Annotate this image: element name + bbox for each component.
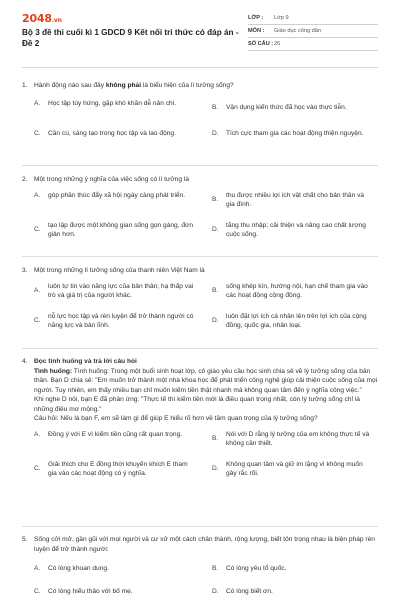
situation-body: Tình huống: Trong một buổi sinh hoạt lớp, cô giáo yêu cầu học sinh chia sẻ về lý tưởng sống của bản thân. Bạn D chia sẻ: "Em muốn trở thành một nhà khoa học để phát triển công nghệ giúp cải thiện cuộc sống của mọi người. Tuy nhiên, em thấy nhiều bạn chỉ muốn kiếm tiền thật nhanh mà không quan tâm đến ý nghĩa công việc."	[34, 367, 378, 394]
option-b[interactable]	[212, 103, 372, 112]
situation-line-2: Khi nghe D nói, bạn E đã phản ứng: "Thực tế thì kiếm tiền mới là điều quan trọng nhất, còn lý tưởng sống chỉ là những điều mơ mộng."	[34, 396, 360, 413]
question-text	[34, 81, 378, 91]
situation-question: Câu hỏi: Nếu là bạn F, em sẽ làm gì để giúp E hiểu rõ hơn về tầm quan trọng của lý tưởng sống?	[34, 415, 318, 422]
question-stem	[22, 266, 378, 276]
option-text: Học tập tùy hứng, gặp khó khăn dễ nản chí.	[48, 99, 177, 107]
option-letter: D.	[212, 226, 219, 234]
option-c[interactable]	[34, 129, 194, 138]
option-b[interactable]	[212, 430, 372, 448]
options	[34, 276, 378, 340]
meta-row-class	[248, 12, 378, 25]
question-divider	[22, 526, 378, 527]
question-divider	[22, 348, 378, 349]
option-b[interactable]	[212, 282, 372, 300]
option-letter: C.	[34, 465, 41, 473]
option-text: Nói với D rằng lý tưởng của em không thực tế và không cần thiết.	[226, 430, 370, 447]
option-letter: C.	[34, 588, 41, 595]
question-stem	[22, 357, 378, 367]
option-c[interactable]	[34, 460, 194, 478]
question-heading: Đọc tình huống và trả lời câu hỏi	[34, 358, 137, 365]
question-4	[22, 357, 378, 488]
options	[34, 554, 378, 600]
option-letter: D.	[212, 129, 219, 137]
header-divider	[22, 67, 378, 68]
meta-key: SỐ CÂU :	[248, 41, 274, 47]
site-logo[interactable]	[22, 12, 62, 25]
options	[34, 91, 378, 155]
question-text: Một trong những ý nghĩa của việc sống có lí tưởng là	[34, 176, 190, 183]
option-a[interactable]	[34, 191, 194, 200]
option-letter: A.	[34, 191, 41, 199]
option-text: nỗ lực học tập và rèn luyện để trở thành người có năng lực và bản lĩnh.	[48, 312, 194, 329]
option-a[interactable]	[34, 282, 194, 300]
option-d[interactable]	[212, 129, 372, 138]
option-a[interactable]	[34, 99, 194, 108]
meta-row-subject	[248, 25, 378, 38]
option-d[interactable]	[212, 221, 372, 239]
option-text: Giải thích cho E đồng thời khuyến khích E tham gia vào các hoạt động có ý nghĩa.	[48, 460, 188, 477]
option-text: thu được nhiều lợi ích vật chất cho bản thân và gia đình.	[226, 191, 365, 208]
option-letter: D.	[212, 317, 219, 325]
option-c[interactable]	[34, 221, 194, 239]
situation-text	[34, 367, 378, 396]
option-text: Tích cực tham gia các hoạt động thiện nguyện.	[226, 129, 364, 137]
option-d[interactable]	[212, 587, 372, 596]
option-a[interactable]	[34, 430, 194, 439]
option-letter: D.	[212, 588, 219, 595]
option-text: luôn đặt lợi ích cá nhân lên trên lợi ích của cộng đồng, quốc gia, nhân loại.	[226, 312, 367, 329]
option-b[interactable]	[212, 564, 372, 573]
meta-row-count	[248, 38, 378, 51]
option-letter: B.	[212, 196, 219, 204]
option-text: Có lòng khoan dung.	[48, 565, 109, 572]
document-header	[22, 10, 378, 64]
option-text: Không quan tâm và giữ im lặng vì không muốn gây rắc rối.	[226, 460, 363, 477]
option-a[interactable]	[34, 564, 194, 573]
option-letter: B.	[212, 435, 219, 443]
option-letter: B.	[212, 287, 219, 295]
question-text: Một trong những lí tưởng sống của thanh niên Việt Nam là	[34, 267, 205, 274]
option-text: Vận dụng kiến thức đã học vào thực tiễn.	[226, 103, 347, 111]
question-2	[22, 175, 378, 249]
option-letter: D.	[212, 465, 219, 473]
option-text: Có lòng hiếu thảo với bố mẹ.	[48, 588, 133, 595]
option-b[interactable]	[212, 191, 372, 209]
option-letter: C.	[34, 129, 41, 137]
option-text: tăng thu nhập; cải thiện và nâng cao chất lượng cuộc sống.	[226, 221, 366, 238]
option-text: sống khép kín, hướng nội, hạn chế tham gia vào các hoạt động cộng đồng.	[226, 282, 368, 299]
question-number: 5.	[22, 536, 28, 543]
question-3	[22, 266, 378, 340]
option-text: Có lòng biết ơn.	[226, 588, 273, 595]
question-number: 1.	[22, 82, 28, 89]
option-letter: B.	[212, 565, 219, 572]
option-text: luôn tự tin vào năng lực của bản thân; hạ thấp vai trò và giá trị của người khác.	[48, 282, 194, 299]
question-text-part: Hành động nào sau đây	[34, 82, 106, 89]
option-letter: A.	[34, 565, 41, 572]
option-letter: C.	[34, 226, 41, 234]
question-stem	[22, 175, 378, 185]
option-letter: A.	[34, 287, 41, 295]
options	[34, 185, 378, 249]
question-text-bold: không phải	[105, 82, 142, 89]
question-divider	[22, 256, 378, 257]
situation-label: Tình huống:	[34, 367, 73, 375]
question-number: 4.	[22, 358, 28, 365]
option-d[interactable]	[212, 312, 372, 330]
meta-value: Lớp 9	[274, 15, 289, 21]
question-text-part: là biểu hiện của lí tưởng sống?	[141, 82, 234, 89]
option-c[interactable]	[34, 587, 194, 596]
question-number: 3.	[22, 267, 28, 274]
option-letter: A.	[34, 430, 41, 438]
option-text: góp phần thúc đẩy xã hội ngày càng phát triển.	[48, 191, 186, 199]
question-1	[22, 81, 378, 155]
option-letter: A.	[34, 99, 41, 107]
question-stem	[22, 81, 378, 91]
meta-key: LỚP :	[248, 15, 264, 21]
option-letter: C.	[34, 317, 41, 325]
logo-suffix: .vn	[51, 17, 62, 24]
exam-meta	[248, 12, 378, 51]
meta-key: MÔN :	[248, 28, 265, 34]
exam-title: Bộ 3 đề thi cuối kì 1 GDCD 9 Kết nối tri thức có đáp án - Đề 2	[22, 28, 239, 48]
meta-value: 26	[274, 41, 281, 47]
option-text: tạo lập được một không gian sống gọn gàng, đơn giản hơn.	[48, 221, 194, 238]
question-5	[22, 535, 378, 600]
question-stem	[22, 535, 378, 554]
options	[34, 424, 378, 488]
option-text: Cần cù, sáng tạo trong học tập và lao động.	[48, 129, 176, 137]
option-text: Đồng ý với E vì kiếm tiền cũng rất quan trọng.	[48, 430, 183, 438]
question-number: 2.	[22, 176, 28, 183]
logo-text: 2048	[22, 12, 52, 25]
option-c[interactable]	[34, 312, 194, 330]
option-d[interactable]	[212, 460, 372, 478]
option-text: Có lòng yêu tổ quốc.	[226, 565, 287, 572]
question-divider	[22, 165, 378, 166]
question-text: Sống cởi mở, gần gũi với mọi người và cư xử một cách chân thành, rộng lượng, biết tôn trọng nhau là biện pháp rèn luyện để trở thành người:	[34, 536, 375, 553]
option-letter: B.	[212, 103, 219, 111]
meta-value: Giáo dục công dân	[274, 28, 321, 34]
